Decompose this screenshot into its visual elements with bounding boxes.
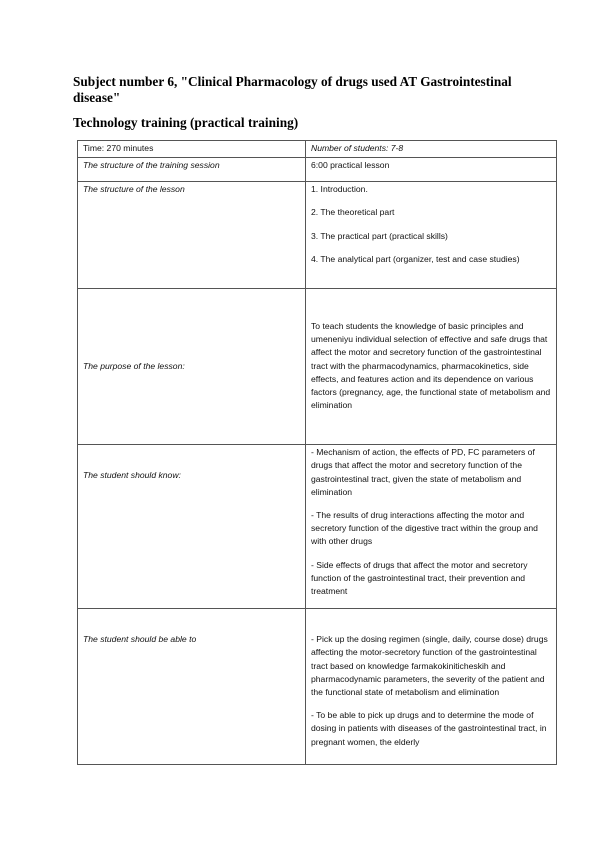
purpose-label: The purpose of the lesson: [78, 289, 306, 445]
know-label [78, 445, 306, 609]
document-subtitle: Technology training (practical training) [73, 115, 299, 130]
list-item: - Mechanism of action, the effects of PD, FC parameters of drugs that affect the motor and secretory function of the gastrointestinal tract, given the state of metabolism and elimination [311, 447, 535, 497]
know-list [306, 445, 557, 609]
table-row-lesson-structure [78, 182, 557, 289]
list-item: - Pick up the dosing regimen (single, daily, course dose) drugs affecting the motor-secretory function of the gastrointestinal tract based on knowledge farmakokiniticheskih and pharmacodynamic parameters, the severity of the patient and the functional state of metabolism and elimination [311, 634, 548, 698]
table-row-time [78, 141, 557, 158]
table-row-purpose [78, 289, 557, 445]
able-list [306, 609, 557, 765]
session-structure-value: 6:00 practical lesson [306, 158, 557, 182]
know-label-text: The student should know: [83, 470, 181, 481]
time-cell: Time: 270 minutes [78, 141, 306, 158]
able-label-text: The student should be able to [83, 634, 197, 645]
document-title: Subject number 6, "Clinical Pharmacology of drugs used AT Gastrointestinal disease" [73, 74, 512, 105]
lesson-structure-list [306, 182, 557, 289]
lesson-plan-table [77, 140, 557, 765]
list-item: - Side effects of drugs that affect the motor and secretory function of the gastrointestinal tract, their prevention and treatment [311, 559, 528, 597]
list-item: - The results of drug interactions affecting the motor and secretory function of the digestive tract within the group and with other drugs [311, 510, 538, 547]
list-item: 4. The analytical part (organizer, test and case studies) [311, 253, 520, 264]
list-item: - To be able to pick up drugs and to determine the mode of dosing in patients with diseases of the gastrointestinal tract, in pregnant women, the elderly [311, 710, 547, 747]
list-item: 1. Introduction. [311, 184, 368, 195]
table-row-know [78, 445, 557, 609]
table-row-able [78, 609, 557, 765]
purpose-text: To teach students the knowledge of basic principles and umeneniyu individual selection of effective and safe drugs that affect the motor and secretory function of the gastrointestinal tract with the pharmacodynamics, pharmacokinetics, side effects, and features action and its dependence on various factors (pregnancy, age, the functional state of metabolism and elimination [306, 289, 557, 445]
lesson-structure-label: The structure of the lesson [78, 182, 306, 289]
list-item: 3. The practical part (practical skills) [311, 230, 448, 241]
table-row-session-structure [78, 158, 557, 182]
students-cell: Number of students: 7-8 [306, 141, 557, 158]
able-label [78, 609, 306, 765]
list-item: 2. The theoretical part [311, 207, 395, 218]
session-structure-label: The structure of the training session [78, 158, 306, 182]
